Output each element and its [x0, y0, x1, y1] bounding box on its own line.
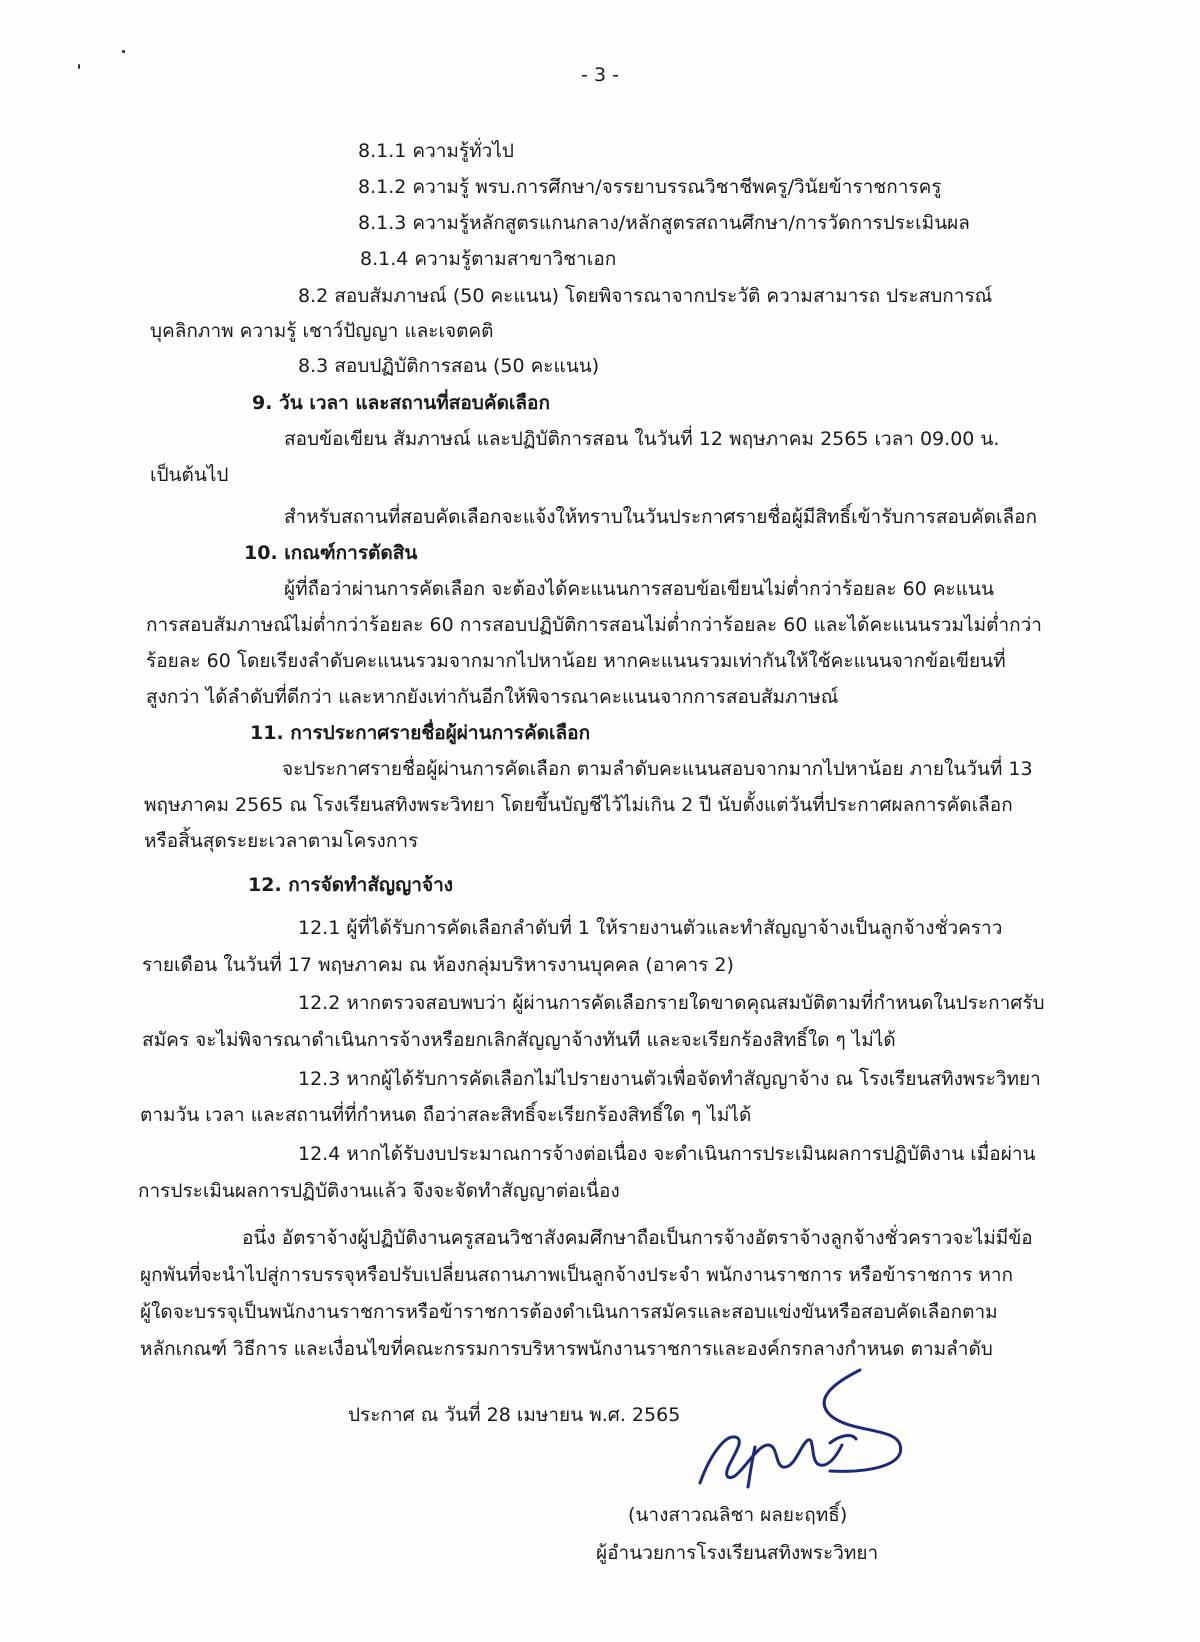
- page-number: - 3 -: [581, 64, 619, 86]
- section-9-line1: สอบข้อเขียน สัมภาษณ์ และปฏิบัติการสอน ในวันที่ 12 พฤษภาคม 2565 เวลา 09.00 น.: [284, 428, 1000, 450]
- note-line3: ผู้ใดจะบรรจุเป็นพนักงานราชการหรือข้าราชการต้องดำเนินการสมัครและสอบแข่งขันหรือสอบคัดเลือกตาม: [140, 1301, 998, 1323]
- section-12-4-line2: การประเมินผลการปฏิบัติงานแล้ว จึงจะจัดทำสัญญาต่อเนื่อง: [138, 1180, 620, 1202]
- section-12-3-line2: ตามวัน เวลา และสถานที่ที่กำหนด ถือว่าสละสิทธิ์จะเรียกร้องสิทธิ์ใด ๆ ไม่ได้: [140, 1104, 752, 1126]
- note-line4: หลักเกณฑ์ วิธีการ และเงื่อนไขที่คณะกรรมการบริหารพนักงานราชการและองค์กรกลางกำหนด ตามลำดับ: [140, 1338, 993, 1360]
- item-8-2-line1: 8.2 สอบสัมภาษณ์ (50 คะแนน) โดยพิจารณาจากประวัติ ความสามารถ ประสบการณ์: [298, 285, 993, 307]
- announcement-date: ประกาศ ณ วันที่ 28 เมษายน พ.ศ. 2565: [348, 1404, 681, 1426]
- item-8-1-2: 8.1.2 ความรู้ พรบ.การศึกษา/จรรยาบรรณวิชาชีพครู/วินัยข้าราชการครู: [358, 176, 942, 198]
- section-10-line2: การสอบสัมภาษณ์ไม่ต่ำกว่าร้อยละ 60 การสอบปฏิบัติการสอนไม่ต่ำกว่าร้อยละ 60 และได้คะแนนรวมไม่ต่ำกว่า: [146, 614, 1042, 636]
- item-8-3: 8.3 สอบปฏิบัติการสอน (50 คะแนน): [298, 355, 600, 377]
- item-8-2-line2: บุคลิกภาพ ความรู้ เชาว์ปัญญา และเจตคติ: [150, 320, 494, 342]
- section-9-line2: เป็นต้นไป: [150, 464, 229, 486]
- item-8-1-1: 8.1.1 ความรู้ทั่วไป: [358, 140, 514, 162]
- section-9-heading: 9. วัน เวลา และสถานที่สอบคัดเลือก: [252, 392, 550, 414]
- scan-speck: [122, 50, 125, 53]
- signer-name: (นางสาวณลิชา ผลยะฤทธิ์): [628, 1504, 848, 1526]
- section-10-line3: ร้อยละ 60 โดยเรียงลำดับคะแนนรวมจากมากไปหาน้อย หากคะแนนรวมเท่ากันให้ใช้คะแนนจากข้อเขียนที่: [146, 650, 1006, 672]
- section-12-4-line1: 12.4 หากได้รับงบประมาณการจ้างต่อเนื่อง จะดำเนินการประเมินผลการปฏิบัติงาน เมื่อผ่าน: [298, 1143, 1036, 1165]
- section-12-heading: 12. การจัดทำสัญญาจ้าง: [248, 874, 454, 896]
- section-11-line1: จะประกาศรายชื่อผู้ผ่านการคัดเลือก ตามลำดับคะแนนสอบจากมากไปหาน้อย ภายในวันที่ 13: [282, 758, 1033, 780]
- section-11-line3: หรือสิ้นสุดระยะเวลาตามโครงการ: [144, 830, 419, 852]
- item-8-1-3: 8.1.3 ความรู้หลักสูตรแกนกลาง/หลักสูตรสถานศึกษา/การวัดการประเมินผล: [358, 212, 970, 234]
- section-11-line2: พฤษภาคม 2565 ณ โรงเรียนสทิงพระวิทยา โดยขึ้นบัญชีไว้ไม่เกิน 2 ปี นับตั้งแต่วันที่ประกาศผลการคัดเลือก: [144, 794, 1013, 816]
- section-10-line1: ผู้ที่ถือว่าผ่านการคัดเลือก จะต้องได้คะแนนการสอบข้อเขียนไม่ต่ำกว่าร้อยละ 60 คะแนน: [284, 578, 994, 600]
- section-10-line4: สูงกว่า ได้ลำดับที่ดีกว่า และหากยังเท่ากันอีกให้พิจารณาคะแนนจากการสอบสัมภาษณ์: [146, 686, 839, 708]
- item-8-1-4: 8.1.4 ความรู้ตามสาขาวิชาเอก: [360, 248, 617, 270]
- note-line1: อนึ่ง อัตราจ้างผู้ปฏิบัติงานครูสอนวิชาสังคมศึกษาถือเป็นการจ้างอัตราจ้างลูกจ้างชั่วคราวจะไม่มีข้อ: [242, 1227, 1033, 1249]
- section-12-3-line1: 12.3 หากผู้ได้รับการคัดเลือกไม่ไปรายงานตัวเพื่อจัดทำสัญญาจ้าง ณ โรงเรียนสทิงพระวิทยา: [298, 1068, 1041, 1090]
- section-12-1-line2: รายเดือน ในวันที่ 17 พฤษภาคม ณ ห้องกลุ่มบริหารงานบุคคล (อาคาร 2): [142, 954, 734, 976]
- section-10-heading: 10. เกณฑ์การตัดสิน: [244, 542, 418, 564]
- signer-title: ผู้อำนวยการโรงเรียนสทิงพระวิทยา: [596, 1542, 879, 1564]
- section-12-2-line1: 12.2 หากตรวจสอบพบว่า ผู้ผ่านการคัดเลือกรายใดขาดคุณสมบัติตามที่กำหนดในประกาศรับ: [298, 992, 1045, 1014]
- note-line2: ผูกพันที่จะนำไปสู่การบรรจุหรือปรับเปลี่ยนสถานภาพเป็นลูกจ้างประจำ พนักงานราชการ หรือข้าราชการ หาก: [140, 1264, 1014, 1286]
- signature-image: [680, 1365, 920, 1495]
- section-12-1-line1: 12.1 ผู้ที่ได้รับการคัดเลือกลำดับที่ 1 ให้รายงานตัวและทำสัญญาจ้างเป็นลูกจ้างชั่วคราว: [298, 917, 1003, 939]
- section-12-2-line2: สมัคร จะไม่พิจารณาดำเนินการจ้างหรือยกเลิกสัญญาจ้างทันที และจะเรียกร้องสิทธิ์ใด ๆ ไม่ได้: [142, 1029, 896, 1051]
- section-9-line3: สำหรับสถานที่สอบคัดเลือกจะแจ้งให้ทราบในวันประกาศรายชื่อผู้มีสิทธิ์เข้ารับการสอบคัดเลือก: [284, 506, 1038, 528]
- section-11-heading: 11. การประกาศรายชื่อผู้ผ่านการคัดเลือก: [250, 722, 591, 744]
